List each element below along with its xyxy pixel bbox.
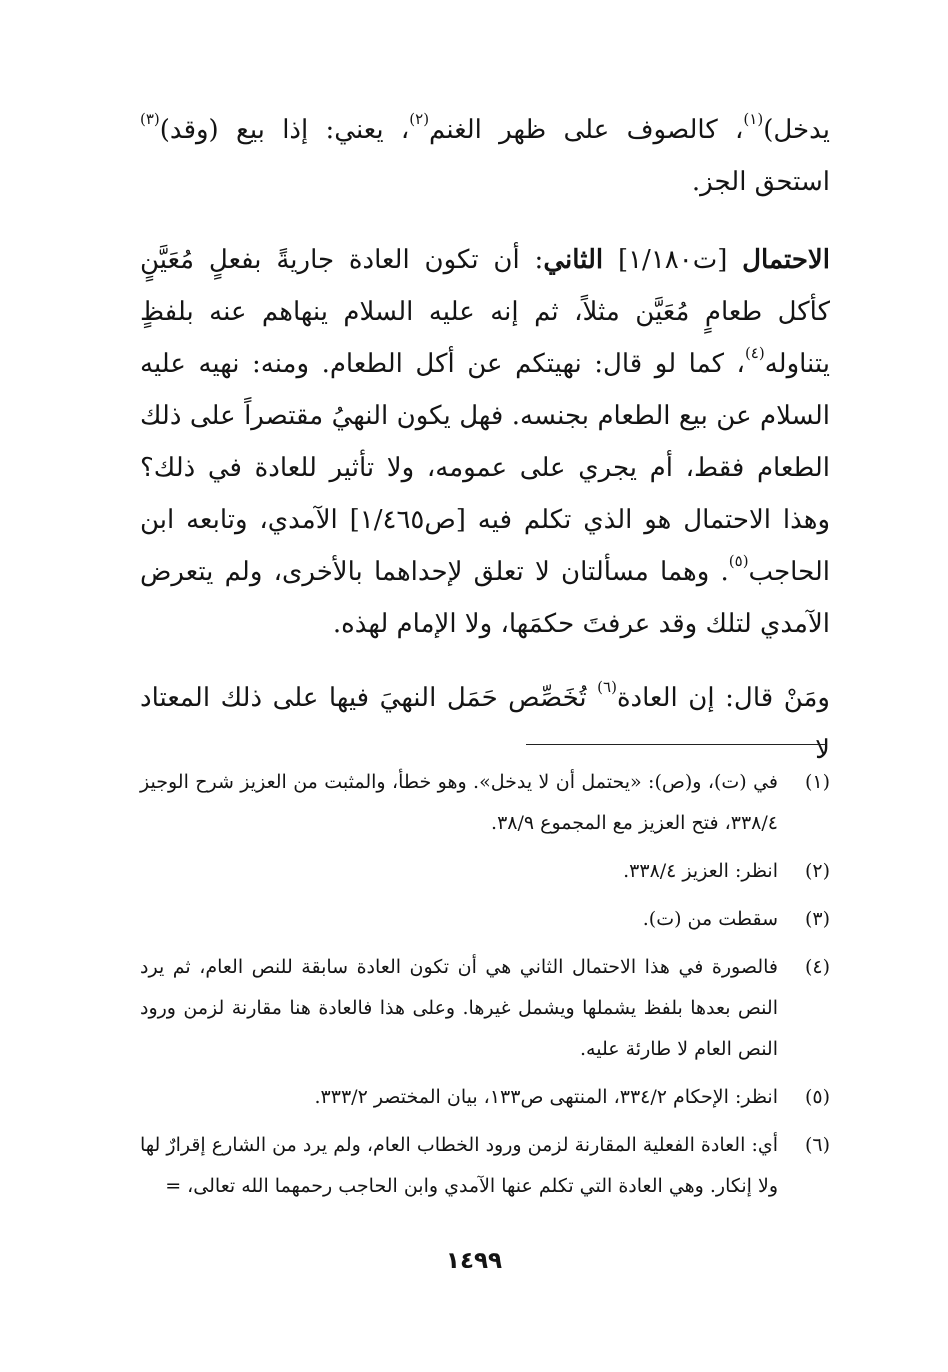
footnote-text: انظر: الإحكام ٣٣٤/٢، المنتهى ص١٣٣، بيان المختصر ٣٣٣/٢. [314, 1086, 778, 1108]
footnote-ref-1[interactable]: (١) [743, 110, 764, 129]
text-run: : أن تكون العادة جاريةً بفعلٍ مُعَيَّنٍ كأكل طعامٍ مُعَيَّن مثلاً، ثم إنه عليه السلام ينهاهم عنه بلفظٍ يتناوله [140, 245, 830, 379]
footnote-ref-3[interactable]: (٣) [140, 110, 160, 129]
text-run: استحق الجز. [691, 167, 830, 197]
text-run: تُخَصِّص حَمَل النهيَ فيها على ذلك المعتاد لا [140, 683, 830, 765]
footnote-text: سقطت من (ت). [642, 908, 778, 930]
footnote-number: (٦) [804, 1134, 830, 1156]
footnote-ref-6[interactable]: (٦) [597, 678, 617, 697]
footnote-number: (١) [804, 771, 830, 793]
footnote-number: (٤) [804, 956, 830, 978]
footnote-3 [140, 899, 830, 940]
footnote-ref-5[interactable]: (٥) [728, 552, 749, 571]
text-run: ، كما لو قال: نهيتكم عن أكل الطعام. ومنه: نهيه عليه السلام عن بيع الطعام بجنسه. فهل يكون النهيُ مقتصراً على ذلك الطعام فقط، أم يجري على عمومه، ولا تأثير للعادة في ذلك؟ وهذا الاحتمال هو الذي تكلم فيه [ص١/٤٦٥] الآمدي، وتابعه ابن الحاجب [140, 349, 830, 587]
text-run: ، يعني: إذا بيع (وقد) [159, 115, 410, 145]
text-run: . وهما مسألتان لا تعلق لإحداهما بالأخرى، ولم يتعرض الآمدي لتلك وقد عرفتَ حكمَها، ولا الإمام لهذه. [140, 557, 830, 639]
manuscript-ref: [ت١/١٨٠] [603, 245, 743, 275]
footnote-number: (٣) [804, 908, 830, 930]
footnote-text: أي: العادة الفعلية المقارنة لزمن ورود الخطاب العام، ولم يرد من الشارع إقرارٌ لها ولا إنكار. وهي العادة التي تكلم عنها الآمدي وابن الحاجب رحمهما الله تعالى، = [140, 1134, 778, 1197]
footnote-4 [140, 947, 830, 1070]
footnote-number: (٥) [804, 1086, 830, 1108]
heading-term: الثاني [543, 245, 604, 275]
footnote-number: (٢) [804, 860, 830, 882]
paragraph-2 [140, 234, 830, 650]
text-run: يدخل) [763, 115, 830, 145]
footnote-5 [140, 1077, 830, 1118]
footnote-6 [140, 1125, 830, 1207]
footnote-2 [140, 851, 830, 892]
page-number: ١٤٩٩ [445, 1248, 503, 1274]
footnote-text: انظر: العزيز ٣٣٨/٤. [623, 860, 778, 882]
footnote-1 [140, 762, 830, 844]
footnote-separator [526, 744, 826, 745]
footnote-text: فالصورة في هذا الاحتمال الثاني هي أن تكون العادة سابقة للنص العام، ثم يرد النص بعدها بلفظ يشملها ويشمل غيرها. وعلى هذا فالعادة هنا مقارنة لزمن ورود النص العام لا طارئة عليه. [140, 956, 778, 1060]
paragraph-3 [140, 672, 830, 776]
footnote-text: في (ت)، و(ص): «يحتمل أن لا يدخل». وهو خطأ، والمثبت من العزيز شرح الوجيز ٣٣٨/٤، فتح العزيز مع المجموع ٣٨/٩. [140, 771, 778, 834]
main-text [140, 104, 830, 776]
footnotes [140, 762, 830, 1214]
footnote-ref-4[interactable]: (٤) [744, 344, 765, 363]
heading-term: الاحتمال [742, 245, 830, 275]
text-run: ومَنْ قال: إن العادة [616, 683, 830, 713]
footnote-ref-2[interactable]: (٢) [409, 110, 430, 129]
text-run: ، كالصوف على ظهر الغنم [429, 115, 744, 145]
paragraph-1 [140, 104, 830, 208]
